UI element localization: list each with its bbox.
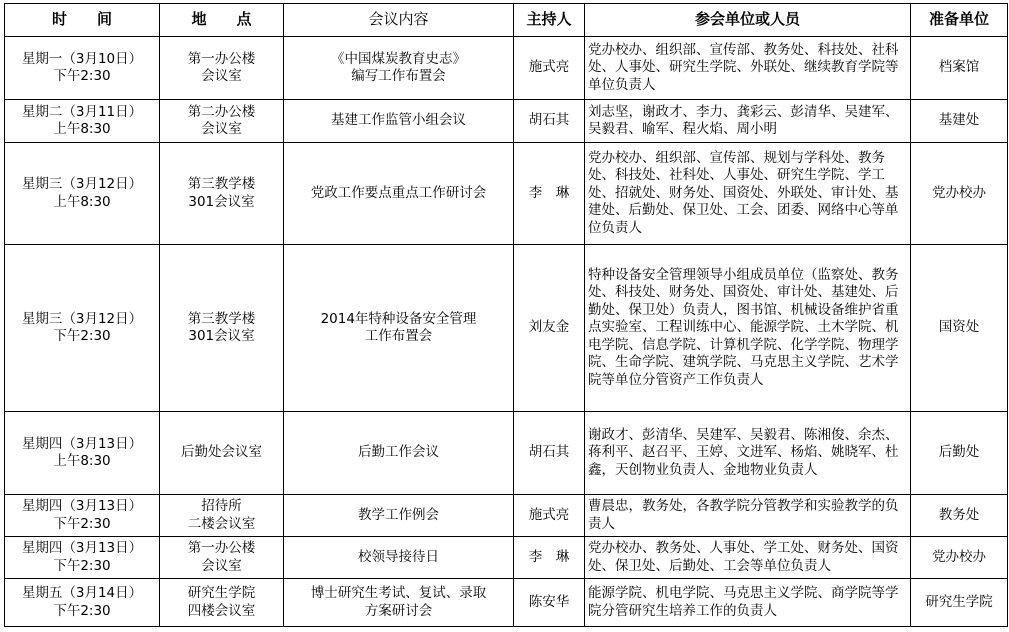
attendees-cell: 谢政才、彭清华、吴建军、吴毅君、陈湘俊、余杰、蒋利平、赵召平、王婷、文进军、杨焰、姚晓军、杜鑫，天创物业负责人、金地物业负责人	[585, 412, 911, 495]
host-cell: 李 琳	[514, 143, 585, 245]
host-cell: 胡石其	[514, 100, 585, 143]
table-row	[5, 143, 1008, 245]
header-place: 地 点	[160, 4, 284, 37]
time-cell: 星期四（3月13日） 下午2:30	[5, 495, 160, 537]
content-cell: 博士研究生考试、复试、录取 方案研讨会	[284, 579, 514, 627]
attendees-cell: 党办校办、组织部、宣传部、规划与学科处、教务处、科技处、社科处、人事处、研究生学院、学工处、招就处、财务处、国资处、外联处、审计处、基建处、后勤处、保卫处、工会、团委、网络中心等单位负责人	[585, 143, 911, 245]
place-cell: 第三教学楼 301会议室	[160, 245, 284, 412]
header-prep-unit: 准备单位	[911, 4, 1008, 37]
table-row	[5, 579, 1008, 627]
host-cell: 施式亮	[514, 495, 585, 537]
time-cell: 星期一（3月10日） 下午2:30	[5, 37, 160, 100]
place-cell: 第一办公楼 会议室	[160, 537, 284, 579]
prep-unit-cell: 后勤处	[911, 412, 1008, 495]
header-time: 时 间	[5, 4, 160, 37]
content-cell: 《中国煤炭教育史志》 编写工作布置会	[284, 37, 514, 100]
attendees-cell: 特种设备安全管理领导小组成员单位（监察处、教务处、科技处、财务处、国资处、审计处、基建处、后勤处、保卫处）负责人，图书馆、机械设备维护省重点实验室、工程训练中心、能源学院、土木学院、机电学院、信息学院、计算机学院、化学学院、物理学院、生命学院、建筑学院、马克思主义学院、艺术学院等单位分管资产工作负责人	[585, 245, 911, 412]
prep-unit-cell: 党办校办	[911, 537, 1008, 579]
table-row	[5, 100, 1008, 143]
place-cell: 后勤处会议室	[160, 412, 284, 495]
place-cell: 第一办公楼 会议室	[160, 37, 284, 100]
content-cell: 教学工作例会	[284, 495, 514, 537]
attendees-cell: 曹晨忠，教务处，各教学院分管教学和实验教学的负责人	[585, 495, 911, 537]
table-row	[5, 412, 1008, 495]
table-row	[5, 495, 1008, 537]
table-row	[5, 245, 1008, 412]
time-cell: 星期三（3月12日） 下午2:30	[5, 245, 160, 412]
attendees-cell: 刘志坚，谢政才、李力、龚彩云、彭清华、吴建军、吴毅君、喻军、程火焰、周小明	[585, 100, 911, 143]
host-cell: 李 琳	[514, 537, 585, 579]
time-cell: 星期四（3月13日） 下午2:30	[5, 537, 160, 579]
prep-unit-cell: 研究生学院	[911, 579, 1008, 627]
time-cell: 星期五（3月14日） 下午2:30	[5, 579, 160, 627]
host-cell: 施式亮	[514, 37, 585, 100]
prep-unit-cell: 教务处	[911, 495, 1008, 537]
header-attendees: 参会单位或人员	[585, 4, 911, 37]
content-cell: 2014年特种设备安全管理 工作布置会	[284, 245, 514, 412]
content-cell: 基建工作监管小组会议	[284, 100, 514, 143]
time-cell: 星期四（3月13日） 上午8:30	[5, 412, 160, 495]
place-cell: 第三教学楼 301会议室	[160, 143, 284, 245]
time-cell: 星期三（3月12日） 上午8:30	[5, 143, 160, 245]
attendees-cell: 党办校办、教务处、人事处、学工处、财务处、国资处、保卫处、后勤处、工会等单位负责人	[585, 537, 911, 579]
content-cell: 后勤工作会议	[284, 412, 514, 495]
prep-unit-cell: 国资处	[911, 245, 1008, 412]
host-cell: 陈安华	[514, 579, 585, 627]
attendees-cell: 能源学院、机电学院、马克思主义学院、商学院等学院分管研究生培养工作的负责人	[585, 579, 911, 627]
attendees-cell: 党办校办、组织部、宣传部、教务处、科技处、社科处、人事处、研究生学院、外联处、继续教育学院等单位负责人	[585, 37, 911, 100]
host-cell: 刘友金	[514, 245, 585, 412]
prep-unit-cell: 基建处	[911, 100, 1008, 143]
place-cell: 招待所 二楼会议室	[160, 495, 284, 537]
meeting-schedule-table	[4, 3, 1008, 627]
header-host: 主持人	[514, 4, 585, 37]
place-cell: 研究生学院 四楼会议室	[160, 579, 284, 627]
content-cell: 校领导接待日	[284, 537, 514, 579]
prep-unit-cell: 档案馆	[911, 37, 1008, 100]
time-cell: 星期二（3月11日） 上午8:30	[5, 100, 160, 143]
table-row	[5, 37, 1008, 100]
host-cell: 胡石其	[514, 412, 585, 495]
place-cell: 第二办公楼 会议室	[160, 100, 284, 143]
header-content: 会议内容	[284, 4, 514, 37]
header-row	[5, 4, 1008, 37]
table-row	[5, 537, 1008, 579]
prep-unit-cell: 党办校办	[911, 143, 1008, 245]
content-cell: 党政工作要点重点工作研讨会	[284, 143, 514, 245]
